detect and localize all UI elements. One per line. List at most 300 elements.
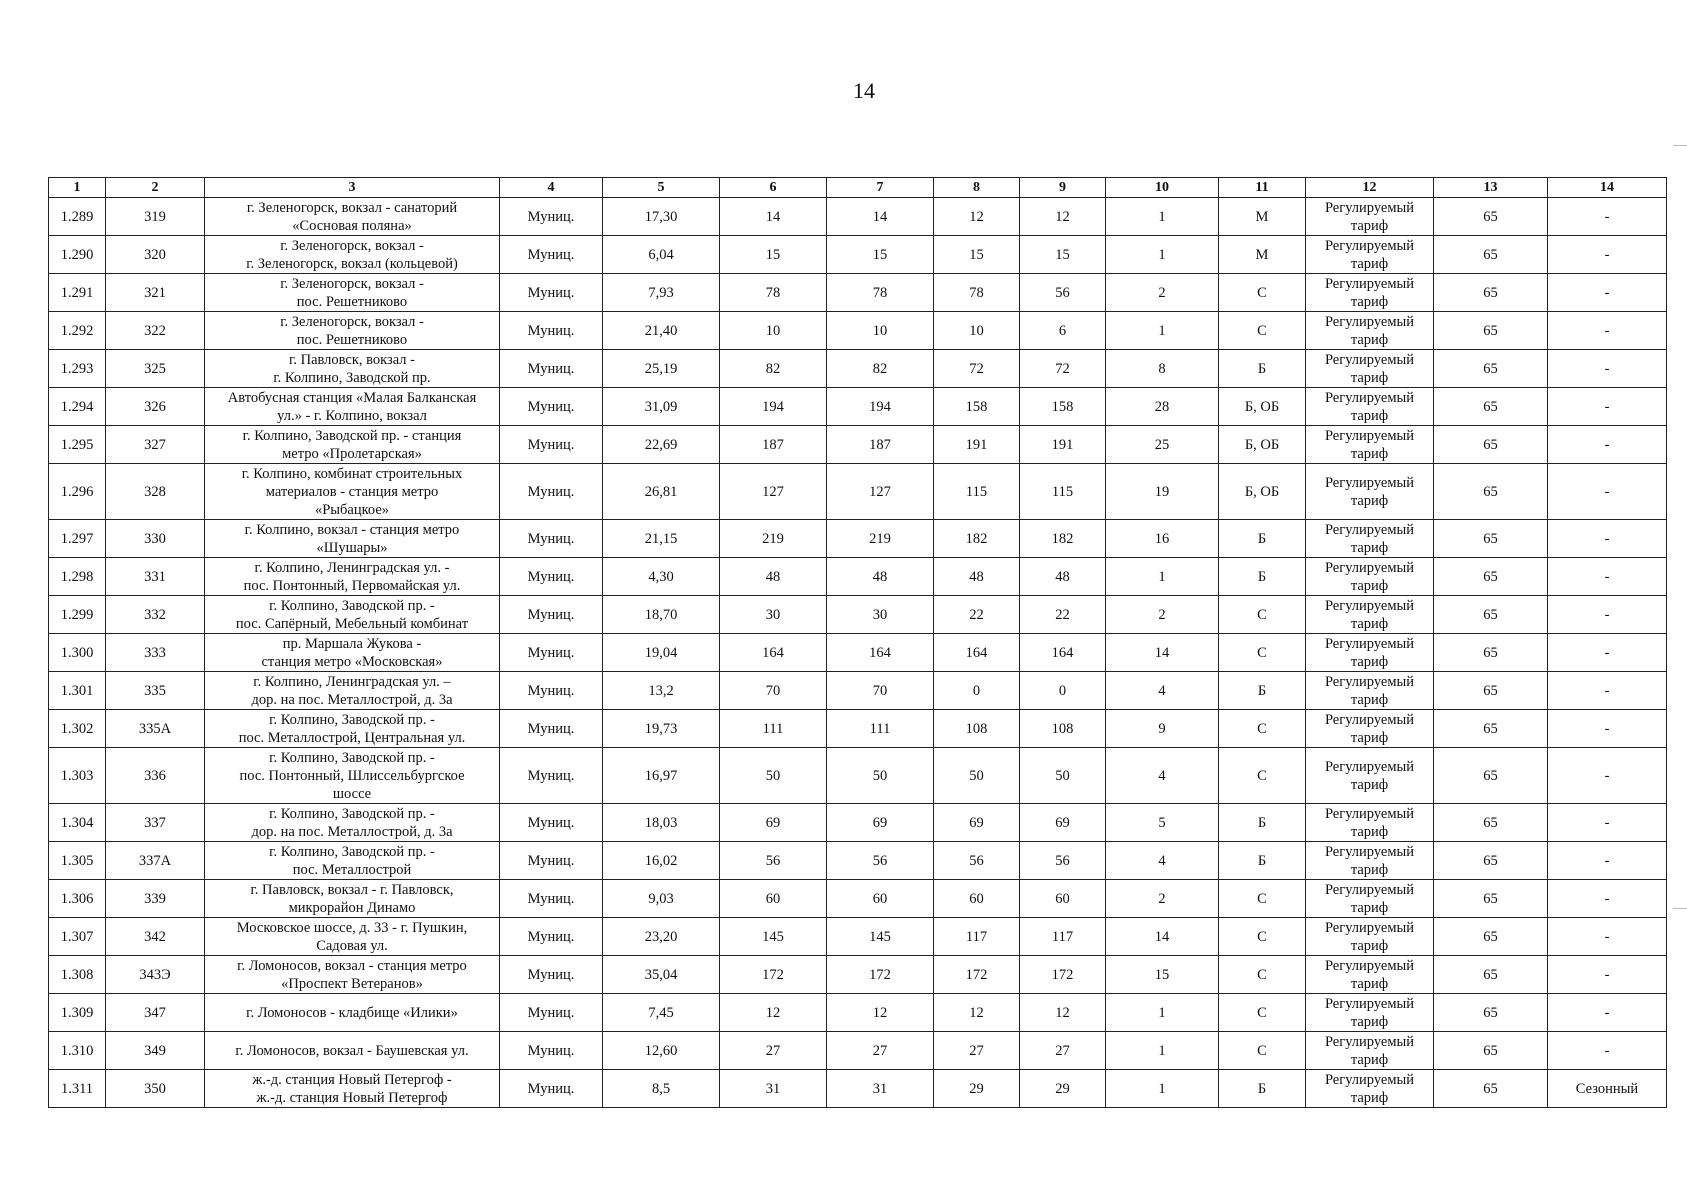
route-number-cell: 326 <box>106 388 205 426</box>
column-header: 5 <box>603 178 720 198</box>
carrier-type-cell: Муниц. <box>500 748 603 804</box>
route-name-cell: г. Зеленогорск, вокзал - г. Зеленогорск, вокзал (кольцевой) <box>205 236 500 274</box>
column-header: 7 <box>827 178 934 198</box>
scan-artifact <box>1673 908 1687 909</box>
tariff-type-cell: Регулируемый тариф <box>1306 634 1434 672</box>
count-8-cell: 191 <box>934 426 1020 464</box>
route-length-cell: 12,60 <box>603 1032 720 1070</box>
count-6-cell: 172 <box>720 956 827 994</box>
carrier-type-cell: Муниц. <box>500 672 603 710</box>
tariff-type-cell: Регулируемый тариф <box>1306 672 1434 710</box>
count-9-cell: 0 <box>1020 672 1106 710</box>
count-7-cell: 12 <box>827 994 934 1032</box>
tariff-type-cell: Регулируемый тариф <box>1306 198 1434 236</box>
column-header: 1 <box>49 178 106 198</box>
count-7-cell: 10 <box>827 312 934 350</box>
tariff-type-cell: Регулируемый тариф <box>1306 520 1434 558</box>
count-7-cell: 82 <box>827 350 934 388</box>
count-6-cell: 70 <box>720 672 827 710</box>
count-8-cell: 172 <box>934 956 1020 994</box>
table-row <box>49 880 1667 918</box>
count-7-cell: 78 <box>827 274 934 312</box>
count-7-cell: 30 <box>827 596 934 634</box>
column-header: 12 <box>1306 178 1434 198</box>
carrier-type-cell: Муниц. <box>500 842 603 880</box>
count-6-cell: 69 <box>720 804 827 842</box>
carrier-type-cell: Муниц. <box>500 1032 603 1070</box>
count-13-cell: 65 <box>1434 198 1548 236</box>
season-note-cell: - <box>1548 880 1667 918</box>
tariff-type-cell: Регулируемый тариф <box>1306 236 1434 274</box>
route-length-cell: 22,69 <box>603 426 720 464</box>
count-7-cell: 14 <box>827 198 934 236</box>
season-note-cell: - <box>1548 426 1667 464</box>
count-13-cell: 65 <box>1434 558 1548 596</box>
count-6-cell: 187 <box>720 426 827 464</box>
carrier-type-cell: Муниц. <box>500 956 603 994</box>
count-10-cell: 2 <box>1106 880 1219 918</box>
table-row <box>49 350 1667 388</box>
season-note-cell: - <box>1548 596 1667 634</box>
table-row <box>49 198 1667 236</box>
count-7-cell: 15 <box>827 236 934 274</box>
route-name-cell: г. Колпино, Ленинградская ул. – дор. на пос. Металлострой, д. 3а <box>205 672 500 710</box>
route-name-cell: г. Колпино, вокзал - станция метро «Шушары» <box>205 520 500 558</box>
row-number-cell: 1.306 <box>49 880 106 918</box>
tariff-type-cell: Регулируемый тариф <box>1306 842 1434 880</box>
carrier-type-cell: Муниц. <box>500 1070 603 1108</box>
route-number-cell: 337 <box>106 804 205 842</box>
count-13-cell: 65 <box>1434 710 1548 748</box>
route-name-cell: ж.-д. станция Новый Петергоф - ж.-д. станция Новый Петергоф <box>205 1070 500 1108</box>
route-number-cell: 339 <box>106 880 205 918</box>
page-number: 14 <box>853 78 875 103</box>
vehicle-class-cell: С <box>1219 748 1306 804</box>
row-number-cell: 1.292 <box>49 312 106 350</box>
count-7-cell: 145 <box>827 918 934 956</box>
tariff-type-cell: Регулируемый тариф <box>1306 918 1434 956</box>
count-6-cell: 30 <box>720 596 827 634</box>
carrier-type-cell: Муниц. <box>500 596 603 634</box>
row-number-cell: 1.301 <box>49 672 106 710</box>
count-13-cell: 65 <box>1434 880 1548 918</box>
count-8-cell: 0 <box>934 672 1020 710</box>
vehicle-class-cell: С <box>1219 918 1306 956</box>
count-9-cell: 108 <box>1020 710 1106 748</box>
count-6-cell: 219 <box>720 520 827 558</box>
count-10-cell: 2 <box>1106 274 1219 312</box>
carrier-type-cell: Муниц. <box>500 198 603 236</box>
route-length-cell: 31,09 <box>603 388 720 426</box>
column-header: 13 <box>1434 178 1548 198</box>
table-row <box>49 520 1667 558</box>
route-number-cell: 342 <box>106 918 205 956</box>
table-row <box>49 596 1667 634</box>
season-note-cell: - <box>1548 710 1667 748</box>
route-name-cell: Автобусная станция «Малая Балканская ул.» - г. Колпино, вокзал <box>205 388 500 426</box>
count-9-cell: 15 <box>1020 236 1106 274</box>
season-note-cell: - <box>1548 1032 1667 1070</box>
vehicle-class-cell: Б <box>1219 520 1306 558</box>
count-10-cell: 1 <box>1106 1070 1219 1108</box>
count-8-cell: 164 <box>934 634 1020 672</box>
count-7-cell: 50 <box>827 748 934 804</box>
count-13-cell: 65 <box>1434 804 1548 842</box>
carrier-type-cell: Муниц. <box>500 274 603 312</box>
season-note-cell: - <box>1548 804 1667 842</box>
season-note-cell: - <box>1548 634 1667 672</box>
table-row <box>49 236 1667 274</box>
count-13-cell: 65 <box>1434 634 1548 672</box>
vehicle-class-cell: Б <box>1219 558 1306 596</box>
season-note-cell: - <box>1548 956 1667 994</box>
count-9-cell: 12 <box>1020 994 1106 1032</box>
row-number-cell: 1.297 <box>49 520 106 558</box>
tariff-type-cell: Регулируемый тариф <box>1306 710 1434 748</box>
count-8-cell: 22 <box>934 596 1020 634</box>
count-6-cell: 111 <box>720 710 827 748</box>
count-8-cell: 12 <box>934 994 1020 1032</box>
carrier-type-cell: Муниц. <box>500 236 603 274</box>
vehicle-class-cell: С <box>1219 1032 1306 1070</box>
table-row <box>49 1070 1667 1108</box>
route-name-cell: г. Ломоносов - кладбище «Илики» <box>205 994 500 1032</box>
route-length-cell: 6,04 <box>603 236 720 274</box>
tariff-type-cell: Регулируемый тариф <box>1306 558 1434 596</box>
row-number-cell: 1.304 <box>49 804 106 842</box>
row-number-cell: 1.310 <box>49 1032 106 1070</box>
route-number-cell: 350 <box>106 1070 205 1108</box>
tariff-type-cell: Регулируемый тариф <box>1306 1070 1434 1108</box>
vehicle-class-cell: Б <box>1219 1070 1306 1108</box>
season-note-cell: - <box>1548 312 1667 350</box>
count-8-cell: 50 <box>934 748 1020 804</box>
row-number-cell: 1.295 <box>49 426 106 464</box>
route-length-cell: 18,03 <box>603 804 720 842</box>
count-10-cell: 4 <box>1106 672 1219 710</box>
carrier-type-cell: Муниц. <box>500 558 603 596</box>
season-note-cell: - <box>1548 918 1667 956</box>
carrier-type-cell: Муниц. <box>500 804 603 842</box>
count-6-cell: 78 <box>720 274 827 312</box>
count-8-cell: 10 <box>934 312 1020 350</box>
count-6-cell: 10 <box>720 312 827 350</box>
vehicle-class-cell: Б, ОБ <box>1219 388 1306 426</box>
route-length-cell: 18,70 <box>603 596 720 634</box>
carrier-type-cell: Муниц. <box>500 520 603 558</box>
count-13-cell: 65 <box>1434 918 1548 956</box>
count-8-cell: 72 <box>934 350 1020 388</box>
count-10-cell: 2 <box>1106 596 1219 634</box>
row-number-cell: 1.307 <box>49 918 106 956</box>
count-9-cell: 158 <box>1020 388 1106 426</box>
count-13-cell: 65 <box>1434 274 1548 312</box>
route-length-cell: 7,45 <box>603 994 720 1032</box>
count-13-cell: 65 <box>1434 748 1548 804</box>
route-name-cell: г. Павловск, вокзал - г. Колпино, Заводской пр. <box>205 350 500 388</box>
count-10-cell: 1 <box>1106 312 1219 350</box>
count-10-cell: 5 <box>1106 804 1219 842</box>
route-name-cell: г. Колпино, Заводской пр. - станция метро «Пролетарская» <box>205 426 500 464</box>
count-6-cell: 12 <box>720 994 827 1032</box>
route-length-cell: 23,20 <box>603 918 720 956</box>
table-body <box>49 198 1667 1108</box>
tariff-type-cell: Регулируемый тариф <box>1306 426 1434 464</box>
count-10-cell: 1 <box>1106 1032 1219 1070</box>
vehicle-class-cell: Б <box>1219 804 1306 842</box>
count-13-cell: 65 <box>1434 426 1548 464</box>
count-10-cell: 4 <box>1106 842 1219 880</box>
season-note-cell: - <box>1548 520 1667 558</box>
count-9-cell: 72 <box>1020 350 1106 388</box>
vehicle-class-cell: М <box>1219 236 1306 274</box>
count-9-cell: 115 <box>1020 464 1106 520</box>
route-length-cell: 17,30 <box>603 198 720 236</box>
count-9-cell: 182 <box>1020 520 1106 558</box>
tariff-type-cell: Регулируемый тариф <box>1306 464 1434 520</box>
count-6-cell: 127 <box>720 464 827 520</box>
route-length-cell: 21,15 <box>603 520 720 558</box>
table-row <box>49 312 1667 350</box>
count-10-cell: 28 <box>1106 388 1219 426</box>
carrier-type-cell: Муниц. <box>500 918 603 956</box>
route-length-cell: 8,5 <box>603 1070 720 1108</box>
row-number-cell: 1.305 <box>49 842 106 880</box>
carrier-type-cell: Муниц. <box>500 710 603 748</box>
count-8-cell: 12 <box>934 198 1020 236</box>
count-9-cell: 50 <box>1020 748 1106 804</box>
table-row <box>49 994 1667 1032</box>
season-note-cell: - <box>1548 842 1667 880</box>
vehicle-class-cell: Б, ОБ <box>1219 464 1306 520</box>
route-length-cell: 16,02 <box>603 842 720 880</box>
route-length-cell: 25,19 <box>603 350 720 388</box>
count-9-cell: 6 <box>1020 312 1106 350</box>
count-7-cell: 69 <box>827 804 934 842</box>
route-name-cell: г. Ломоносов, вокзал - станция метро «Проспект Ветеранов» <box>205 956 500 994</box>
count-13-cell: 65 <box>1434 672 1548 710</box>
row-number-cell: 1.289 <box>49 198 106 236</box>
column-header: 8 <box>934 178 1020 198</box>
carrier-type-cell: Муниц. <box>500 312 603 350</box>
row-number-cell: 1.299 <box>49 596 106 634</box>
season-note-cell: - <box>1548 236 1667 274</box>
route-number-cell: 332 <box>106 596 205 634</box>
route-number-cell: 327 <box>106 426 205 464</box>
count-13-cell: 65 <box>1434 464 1548 520</box>
count-13-cell: 65 <box>1434 520 1548 558</box>
column-header: 2 <box>106 178 205 198</box>
table-row <box>49 426 1667 464</box>
route-name-cell: г. Колпино, Заводской пр. - пос. Сапёрный, Мебельный комбинат <box>205 596 500 634</box>
table-row <box>49 956 1667 994</box>
count-9-cell: 56 <box>1020 274 1106 312</box>
count-9-cell: 172 <box>1020 956 1106 994</box>
table-row <box>49 842 1667 880</box>
table-row <box>49 1032 1667 1070</box>
count-9-cell: 191 <box>1020 426 1106 464</box>
carrier-type-cell: Муниц. <box>500 464 603 520</box>
count-6-cell: 31 <box>720 1070 827 1108</box>
count-9-cell: 22 <box>1020 596 1106 634</box>
route-number-cell: 322 <box>106 312 205 350</box>
route-name-cell: г. Колпино, Заводской пр. - пос. Металлострой <box>205 842 500 880</box>
route-length-cell: 13,2 <box>603 672 720 710</box>
vehicle-class-cell: С <box>1219 710 1306 748</box>
route-name-cell: пр. Маршала Жукова - станция метро «Московская» <box>205 634 500 672</box>
count-10-cell: 16 <box>1106 520 1219 558</box>
route-name-cell: г. Зеленогорск, вокзал - санаторий «Сосновая поляна» <box>205 198 500 236</box>
table-row <box>49 464 1667 520</box>
count-10-cell: 14 <box>1106 918 1219 956</box>
scan-artifact <box>1673 145 1687 146</box>
count-7-cell: 70 <box>827 672 934 710</box>
count-6-cell: 82 <box>720 350 827 388</box>
count-8-cell: 15 <box>934 236 1020 274</box>
count-9-cell: 69 <box>1020 804 1106 842</box>
row-number-cell: 1.298 <box>49 558 106 596</box>
count-10-cell: 9 <box>1106 710 1219 748</box>
count-7-cell: 60 <box>827 880 934 918</box>
count-13-cell: 65 <box>1434 596 1548 634</box>
count-9-cell: 12 <box>1020 198 1106 236</box>
count-7-cell: 127 <box>827 464 934 520</box>
tariff-type-cell: Регулируемый тариф <box>1306 312 1434 350</box>
row-number-cell: 1.311 <box>49 1070 106 1108</box>
table-row <box>49 748 1667 804</box>
count-8-cell: 117 <box>934 918 1020 956</box>
count-7-cell: 194 <box>827 388 934 426</box>
count-13-cell: 65 <box>1434 312 1548 350</box>
tariff-type-cell: Регулируемый тариф <box>1306 1032 1434 1070</box>
tariff-type-cell: Регулируемый тариф <box>1306 350 1434 388</box>
table-row <box>49 558 1667 596</box>
count-8-cell: 56 <box>934 842 1020 880</box>
count-8-cell: 27 <box>934 1032 1020 1070</box>
route-name-cell: Московское шоссе, д. 33 - г. Пушкин, Садовая ул. <box>205 918 500 956</box>
row-number-cell: 1.291 <box>49 274 106 312</box>
count-7-cell: 172 <box>827 956 934 994</box>
column-header: 3 <box>205 178 500 198</box>
carrier-type-cell: Муниц. <box>500 426 603 464</box>
row-number-cell: 1.294 <box>49 388 106 426</box>
route-length-cell: 16,97 <box>603 748 720 804</box>
table-row <box>49 672 1667 710</box>
season-note-cell: - <box>1548 464 1667 520</box>
count-13-cell: 65 <box>1434 236 1548 274</box>
route-number-cell: 328 <box>106 464 205 520</box>
count-8-cell: 78 <box>934 274 1020 312</box>
season-note-cell: - <box>1548 388 1667 426</box>
count-7-cell: 56 <box>827 842 934 880</box>
route-name-cell: г. Ломоносов, вокзал - Баушевская ул. <box>205 1032 500 1070</box>
count-9-cell: 164 <box>1020 634 1106 672</box>
count-8-cell: 182 <box>934 520 1020 558</box>
count-9-cell: 60 <box>1020 880 1106 918</box>
route-length-cell: 35,04 <box>603 956 720 994</box>
route-name-cell: г. Колпино, Ленинградская ул. - пос. Понтонный, Первомайская ул. <box>205 558 500 596</box>
row-number-cell: 1.309 <box>49 994 106 1032</box>
route-number-cell: 335А <box>106 710 205 748</box>
count-8-cell: 48 <box>934 558 1020 596</box>
row-number-cell: 1.302 <box>49 710 106 748</box>
season-note-cell: - <box>1548 198 1667 236</box>
count-6-cell: 164 <box>720 634 827 672</box>
count-8-cell: 115 <box>934 464 1020 520</box>
season-note-cell: - <box>1548 350 1667 388</box>
count-13-cell: 65 <box>1434 388 1548 426</box>
count-13-cell: 65 <box>1434 994 1548 1032</box>
count-6-cell: 14 <box>720 198 827 236</box>
tariff-type-cell: Регулируемый тариф <box>1306 880 1434 918</box>
column-header: 10 <box>1106 178 1219 198</box>
route-name-cell: г. Колпино, Заводской пр. - дор. на пос. Металлострой, д. 3а <box>205 804 500 842</box>
route-number-cell: 335 <box>106 672 205 710</box>
route-length-cell: 9,03 <box>603 880 720 918</box>
column-header: 9 <box>1020 178 1106 198</box>
count-6-cell: 194 <box>720 388 827 426</box>
count-7-cell: 164 <box>827 634 934 672</box>
season-note-cell: - <box>1548 558 1667 596</box>
tariff-type-cell: Регулируемый тариф <box>1306 748 1434 804</box>
row-number-cell: 1.303 <box>49 748 106 804</box>
route-name-cell: г. Колпино, комбинат строительных материалов - станция метро «Рыбацкое» <box>205 464 500 520</box>
row-number-cell: 1.293 <box>49 350 106 388</box>
count-6-cell: 56 <box>720 842 827 880</box>
season-note-cell: - <box>1548 994 1667 1032</box>
count-6-cell: 27 <box>720 1032 827 1070</box>
count-10-cell: 19 <box>1106 464 1219 520</box>
count-8-cell: 69 <box>934 804 1020 842</box>
vehicle-class-cell: С <box>1219 634 1306 672</box>
route-name-cell: г. Павловск, вокзал - г. Павловск, микрорайон Динамо <box>205 880 500 918</box>
column-header: 4 <box>500 178 603 198</box>
route-length-cell: 26,81 <box>603 464 720 520</box>
count-10-cell: 25 <box>1106 426 1219 464</box>
vehicle-class-cell: С <box>1219 312 1306 350</box>
table-row <box>49 634 1667 672</box>
count-6-cell: 50 <box>720 748 827 804</box>
column-header: 6 <box>720 178 827 198</box>
carrier-type-cell: Муниц. <box>500 350 603 388</box>
route-number-cell: 343Э <box>106 956 205 994</box>
route-name-cell: г. Колпино, Заводской пр. - пос. Понтонный, Шлиссельбургское шоссе <box>205 748 500 804</box>
count-9-cell: 117 <box>1020 918 1106 956</box>
count-13-cell: 65 <box>1434 842 1548 880</box>
tariff-type-cell: Регулируемый тариф <box>1306 994 1434 1032</box>
carrier-type-cell: Муниц. <box>500 994 603 1032</box>
vehicle-class-cell: С <box>1219 994 1306 1032</box>
tariff-type-cell: Регулируемый тариф <box>1306 274 1434 312</box>
count-6-cell: 145 <box>720 918 827 956</box>
count-7-cell: 48 <box>827 558 934 596</box>
count-7-cell: 27 <box>827 1032 934 1070</box>
carrier-type-cell: Муниц. <box>500 634 603 672</box>
table-row <box>49 918 1667 956</box>
route-length-cell: 4,30 <box>603 558 720 596</box>
tariff-type-cell: Регулируемый тариф <box>1306 388 1434 426</box>
header-row <box>49 178 1667 198</box>
vehicle-class-cell: Б <box>1219 672 1306 710</box>
carrier-type-cell: Муниц. <box>500 880 603 918</box>
vehicle-class-cell: Б <box>1219 350 1306 388</box>
count-7-cell: 111 <box>827 710 934 748</box>
count-6-cell: 60 <box>720 880 827 918</box>
carrier-type-cell: Муниц. <box>500 388 603 426</box>
season-note-cell: - <box>1548 748 1667 804</box>
row-number-cell: 1.296 <box>49 464 106 520</box>
route-number-cell: 331 <box>106 558 205 596</box>
